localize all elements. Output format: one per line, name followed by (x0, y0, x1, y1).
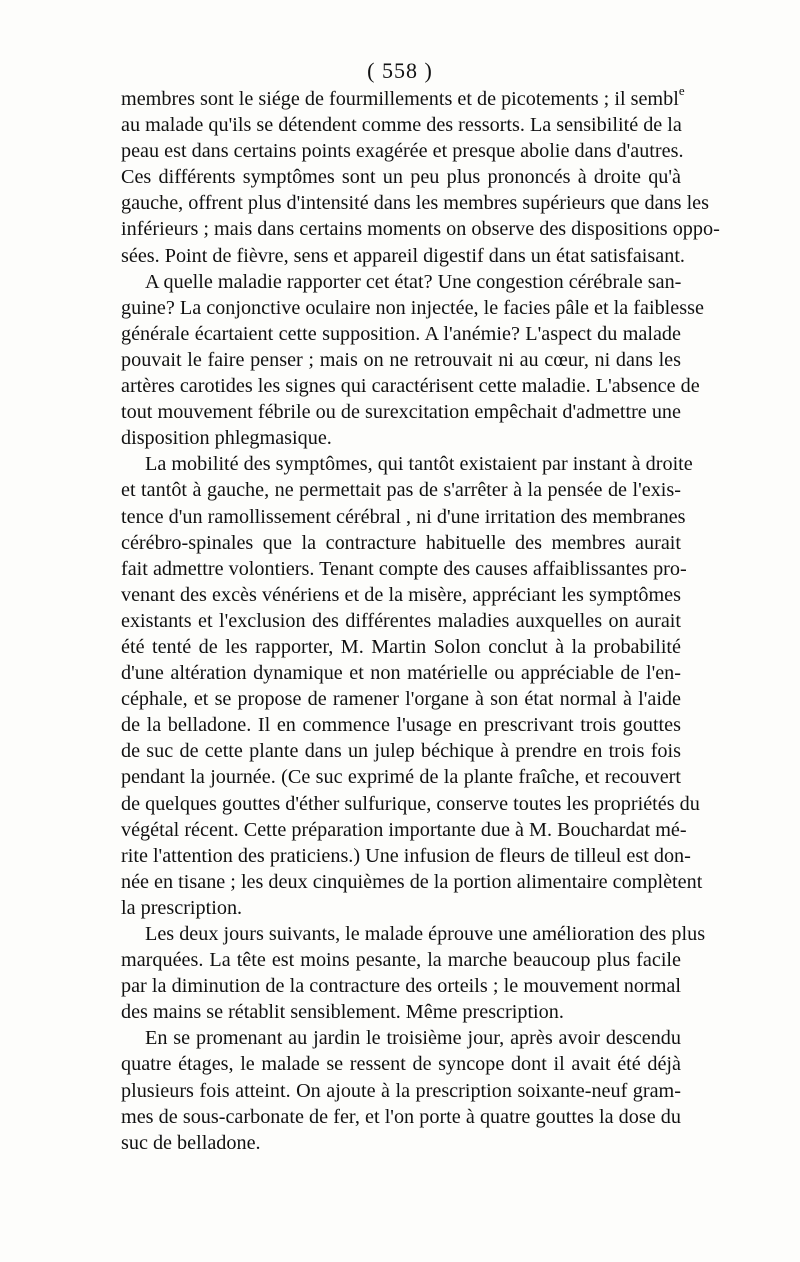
page-number: ( 558 ) (367, 58, 433, 83)
text-line: suc de belladone. (121, 1131, 261, 1154)
text-line: pouvait le faire penser ; mais on ne retrouvait ni au cœur, ni dans les (121, 348, 681, 371)
text-line: plusieurs fois atteint. On ajoute à la prescription soixante-neuf gram- (121, 1079, 681, 1102)
paragraph (121, 83, 720, 269)
text-line: disposition phlegmasique. (121, 427, 332, 450)
text-line: pendant la journée. (Ce suc exprimé de la plante fraîche, et recouvert (121, 766, 681, 789)
text-line: gauche, offrent plus d'intensité dans les membres supérieurs que dans les (121, 192, 709, 215)
text-line: membres sont le siége de fourmillements et de picotements ; il sembl$^e$ (121, 83, 685, 110)
text-line: mes de sous-carbonate de fer, et l'on porte à quatre gouttes la dose du (121, 1105, 681, 1128)
paragraph (121, 451, 703, 921)
text-line: A quelle maladie rapporter cet état? Une congestion cérébrale san- (145, 270, 682, 293)
text-line: cérébro-spinales que la contracture habituelle des membres aurait (121, 531, 681, 554)
text-line: de quelques gouttes d'éther sulfurique, conserve toutes les propriétés du (121, 792, 700, 815)
text-line: Ces différents symptômes sont un peu plus prononcés à droite qu'à (121, 166, 681, 189)
text-line: En se promenant au jardin le troisième jour, après avoir descendu (145, 1027, 681, 1050)
paragraph (121, 1025, 681, 1155)
text-line: tout mouvement fébrile ou de surexcitation empêchait d'admettre une (121, 401, 681, 424)
text-line: au malade qu'ils se détendent comme des ressorts. La sensibilité de la (121, 114, 682, 137)
text-line: et tantôt à gauche, ne permettait pas de s'arrêter à la pensée de l'exis- (121, 479, 681, 502)
text-line: existants et l'exclusion des différentes maladies auxquelles on aurait (121, 609, 681, 632)
text-line: marquées. La tête est moins pesante, la marche beaucoup plus facile (121, 949, 681, 972)
text-line: inférieurs ; mais dans certains moments on observe des dispositions oppo- (121, 218, 720, 241)
text-line: tence d'un ramollissement cérébral , ni d'une irritation des membranes (121, 505, 686, 528)
text-line: des mains se rétablit sensiblement. Même prescription. (121, 1001, 564, 1024)
text-line: née en tisane ; les deux cinquièmes de la portion alimentaire complètent (121, 870, 703, 893)
paragraph (121, 269, 704, 452)
text-line: de la belladone. Il en commence l'usage en prescrivant trois gouttes (121, 714, 681, 737)
text-line: rite l'attention des praticiens.) Une infusion de fleurs de tilleul est don- (121, 844, 691, 867)
text-line: Les deux jours suivants, le malade éprouve une amélioration des plus (145, 923, 706, 945)
text-line: céphale, et se propose de ramener l'organe à son état normal à l'aide (121, 688, 681, 711)
text-line: été tenté de les rapporter, M. Martin Solon conclut à la probabilité (121, 635, 681, 658)
text-line: d'une altération dynamique et non matérielle ou appréciable de l'en- (121, 662, 681, 685)
text-line: la prescription. (121, 896, 243, 919)
text-line: fait admettre volontiers. Tenant compte des causes affaiblissantes pro- (121, 557, 687, 580)
text-line: La mobilité des symptômes, qui tantôt existaient par instant à droite (145, 453, 693, 476)
paragraph (121, 921, 706, 1025)
text-line: végétal récent. Cette préparation importante due à M. Bouchardat mé- (121, 818, 687, 841)
text-line: sées. Point de fièvre, sens et appareil digestif dans un état satisfaisant. (121, 244, 685, 267)
text-line: de suc de cette plante dans un julep béchique à prendre en trois fois (121, 740, 681, 763)
text-line: générale écartaient cette supposition. A l'anémie? L'aspect du malade (121, 322, 681, 345)
body-text (121, 83, 720, 1156)
superscript-letter: e (678, 83, 685, 98)
text-line: guine? La conjonctive oculaire non injectée, le facies pâle et la faiblesse (121, 296, 704, 319)
text-line: venant des excès vénériens et de la misère, appréciant les symptômes (121, 583, 681, 606)
text-line: par la diminution de la contracture des orteils ; le mouvement normal (121, 975, 681, 998)
text-line: quatre étages, le malade se ressent de syncope dont il avait été déjà (121, 1053, 681, 1076)
text-line: peau est dans certains points exagérée et presque abolie dans d'autres. (121, 140, 684, 163)
text-line: artères carotides les signes qui caractérisent cette maladie. L'absence de (121, 375, 700, 398)
